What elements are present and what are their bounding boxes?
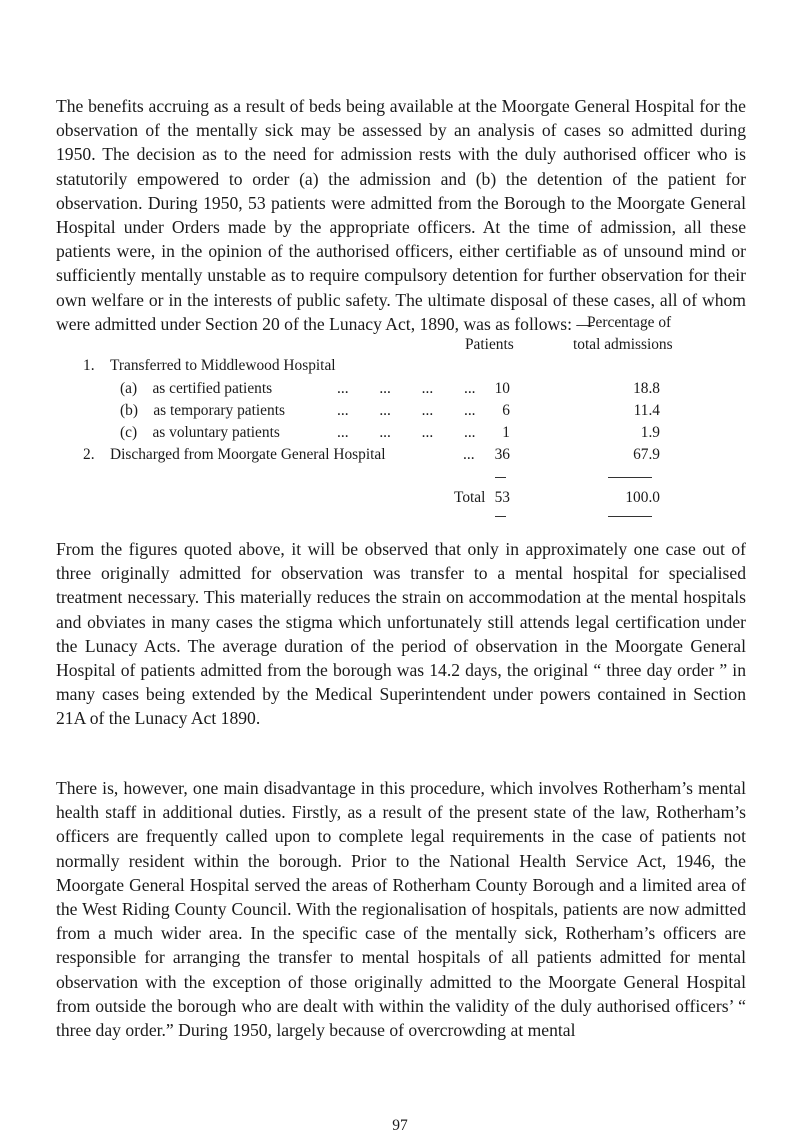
- rule-percentage-bottom: [608, 516, 652, 517]
- paragraph-observations: From the figures quoted above, it will be observed that only in approximately one case out of three originally admitted for observation was transfer to a mental hospital for specialised treatment necessary. This materially reduces the strain on accommodation at the mental hospitals and obviates in many cases the stigma which unfortunately still attends legal certification under the Lunacy Acts. The average duration of the period of observation in the Moorgate General Hospital of patients admitted from the borough was 14.2 days, the original “ three day order ” in many cases being extended by the Medical Superintendent under powers contained in Section 21A of the Lunacy Act 1890.: [56, 539, 746, 729]
- row-number: 2.: [83, 446, 95, 463]
- row-percentage: 67.9: [633, 446, 660, 463]
- row-patients: 10: [494, 380, 510, 397]
- row-leader-dots: ... ... ... ...: [337, 380, 476, 397]
- row-number: 1.: [83, 357, 95, 374]
- row-label: (b) as temporary patients: [120, 402, 285, 419]
- row-label: (c) as voluntary patients: [120, 424, 280, 441]
- row-percentage: 11.4: [633, 402, 660, 419]
- total-label: Total: [454, 489, 486, 506]
- row-patients: 6: [502, 402, 510, 419]
- total-patients: 53: [494, 489, 510, 506]
- row-label: (a) as certified patients: [120, 380, 273, 397]
- row-percentage: 18.8: [633, 380, 660, 397]
- paragraph-intro: The benefits accruing as a result of beds being available at the Moorgate General Hospital for the observation of the mentally sick may be assessed by an analysis of cases so admitted during 1950. The decision as to the need for admission rests with the duly authorised officer who is statutorily empowered to order (a) the admission and (b) the detention of the patient for observation. During 1950, 53 patients were admitted from the Borough to the Moorgate General Hospital under Orders made by the appropriate officers. At the time of admission, all these patients were, in the opinion of the authorised officers, either certifiable as of unsound mind or sufficiently mentally unstable as to require compulsory detention for further observation for their own welfare or in the interests of public safety. The ultimate disposal of these cases, all of whom were admitted under Section 20 of the Lunacy Act, 1890, was as follows: —: [56, 96, 746, 334]
- row-patients: 36: [494, 446, 510, 463]
- header-percentage-line1: Percentage of: [587, 314, 672, 331]
- total-percentage: 100.0: [625, 489, 660, 506]
- header-patients: Patients: [465, 336, 514, 353]
- header-percentage-line2: total admissions: [573, 336, 673, 353]
- rule-patients-bottom: [495, 516, 506, 517]
- row-label: Transferred to Middlewood Hospital: [110, 357, 336, 374]
- row-label: Discharged from Moorgate General Hospital: [110, 446, 386, 463]
- page-number: 97: [392, 1117, 408, 1134]
- rule-percentage-top: [608, 477, 652, 478]
- row-patients: 1: [502, 424, 510, 441]
- row-percentage: 1.9: [640, 424, 660, 441]
- rule-patients-top: [495, 477, 506, 478]
- row-leader-dots: ... ... ... ...: [337, 402, 476, 419]
- row-leader-dots: ...: [463, 446, 475, 463]
- row-leader-dots: ... ... ... ...: [337, 424, 476, 441]
- paragraph-disadvantage: There is, however, one main disadvantage in this procedure, which involves Rotherham’s mental health staff in additional duties. Firstly, as a result of the present state of the law, Rotherham’s officers are frequently called upon to complete legal requirements in the case of patients not normally resident within the borough. Prior to the National Health Service Act, 1946, the Moorgate General Hospital served the areas of Rotherham County Borough and a limited area of the West Riding County Council. With the regionalisation of hospitals, patients are now admitted from a much wider area. In the specific case of the mentally sick, Rotherham’s officers are responsible for arranging the transfer to mental hospitals of all patients admitted for mental observation with the exception of those originally admitted to the Moorgate General Hospital from outside the borough who are dealt with within the validity of the duly authorised officers’ “ three day order.” During 1950, largely because of overcrowding at mental: [56, 778, 746, 1041]
